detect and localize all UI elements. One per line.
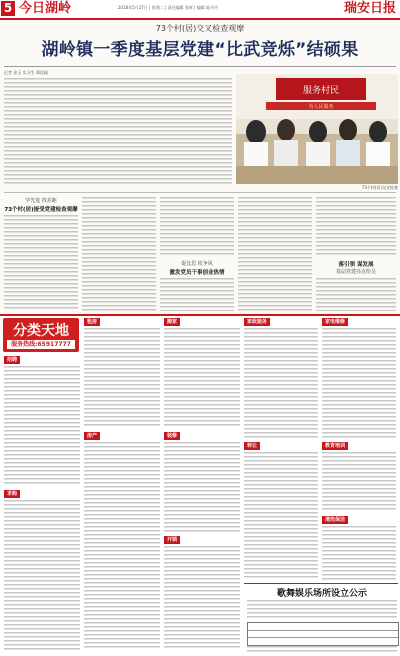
ad-listing-text xyxy=(244,328,318,438)
notice-table xyxy=(247,622,399,646)
ad-listing-text xyxy=(164,546,240,650)
third-body-text xyxy=(160,278,234,311)
ad-category: 求购 xyxy=(4,490,20,498)
column-text xyxy=(316,197,396,257)
ad-listing-text xyxy=(244,452,318,580)
third-kicker: 促比思 钦争风 xyxy=(181,261,213,267)
lead-body-text xyxy=(4,78,232,184)
divider xyxy=(244,583,398,584)
ad-category: 房产 xyxy=(84,432,100,440)
photo-sign-text: 服务村民 xyxy=(302,86,340,96)
ad-listing-text xyxy=(164,328,240,428)
divider xyxy=(4,66,396,67)
issue-meta: 2018年5月27日 | 星期二 | 责任编辑 张辉 | 编辑 陈丹丹 xyxy=(118,5,219,10)
fourth-body-text xyxy=(316,278,396,311)
ad-listing-text xyxy=(322,452,396,512)
notice-footer-text xyxy=(247,646,397,654)
third-headline: 激发党员干事创业热情 xyxy=(169,270,225,276)
photo-banner-text: 为人民服务 xyxy=(308,104,334,110)
ad-category: 招聘 xyxy=(4,356,20,364)
fourth-headline: 落引领 谋发展 xyxy=(338,262,374,268)
ad-category: 开锁 xyxy=(164,536,180,544)
ad-listing-text xyxy=(164,442,240,532)
ad-listing-text xyxy=(322,526,396,580)
service-hotline: 服务热线:65917777 xyxy=(7,340,75,349)
ad-category: 搬家 xyxy=(164,318,180,326)
ad-category: 转让 xyxy=(244,442,260,450)
notice-body-text xyxy=(247,600,397,620)
divider xyxy=(4,192,396,193)
lead-photo xyxy=(236,74,398,184)
ad-listing-text xyxy=(84,328,160,428)
ad-category: 家政服务 xyxy=(244,318,270,326)
meeting-photo-image xyxy=(236,74,398,184)
column-text xyxy=(160,197,234,257)
classified-title: 分类天地 xyxy=(13,323,69,339)
ad-category: 租房 xyxy=(84,318,100,326)
second-kicker: 学先进 找差距 xyxy=(25,198,57,204)
column-text xyxy=(82,197,156,311)
lead-byline: 记者 金玉 实习生 郑佳瑜 xyxy=(4,70,48,75)
ad-listing-text xyxy=(322,328,396,438)
column-text xyxy=(238,197,312,311)
page-header xyxy=(0,0,400,20)
photo-caption: 73个村(居)交叉检查 xyxy=(361,185,398,190)
lead-subtitle: 73个村(居)交叉检查观摩 xyxy=(155,24,245,33)
section-title: 今日湖岭 xyxy=(19,1,72,16)
ad-listing-text xyxy=(4,500,80,650)
masthead-logo: 瑞安日报 xyxy=(343,1,396,16)
second-headline: 73个村(居)接受党建检查观摩 xyxy=(4,207,78,213)
ad-category: 装修 xyxy=(164,432,180,440)
ad-category: 清洗保洁 xyxy=(322,516,348,524)
page-number: 5 xyxy=(1,1,15,16)
ad-listing-text xyxy=(84,442,160,650)
ad-listing-text xyxy=(4,366,80,486)
fourth-subline: 基层党建亮点纷呈 xyxy=(335,269,376,275)
ad-category: 教育培训 xyxy=(322,442,348,450)
second-body-text xyxy=(4,215,78,311)
ad-category: 家电维修 xyxy=(322,318,348,326)
classified-title-box xyxy=(3,318,79,352)
lead-headline: 湖岭镇一季度基层党建“比武竞烁”结硕果 xyxy=(41,40,359,60)
notice-title: 歌舞娱乐场所设立公示 xyxy=(276,589,367,599)
